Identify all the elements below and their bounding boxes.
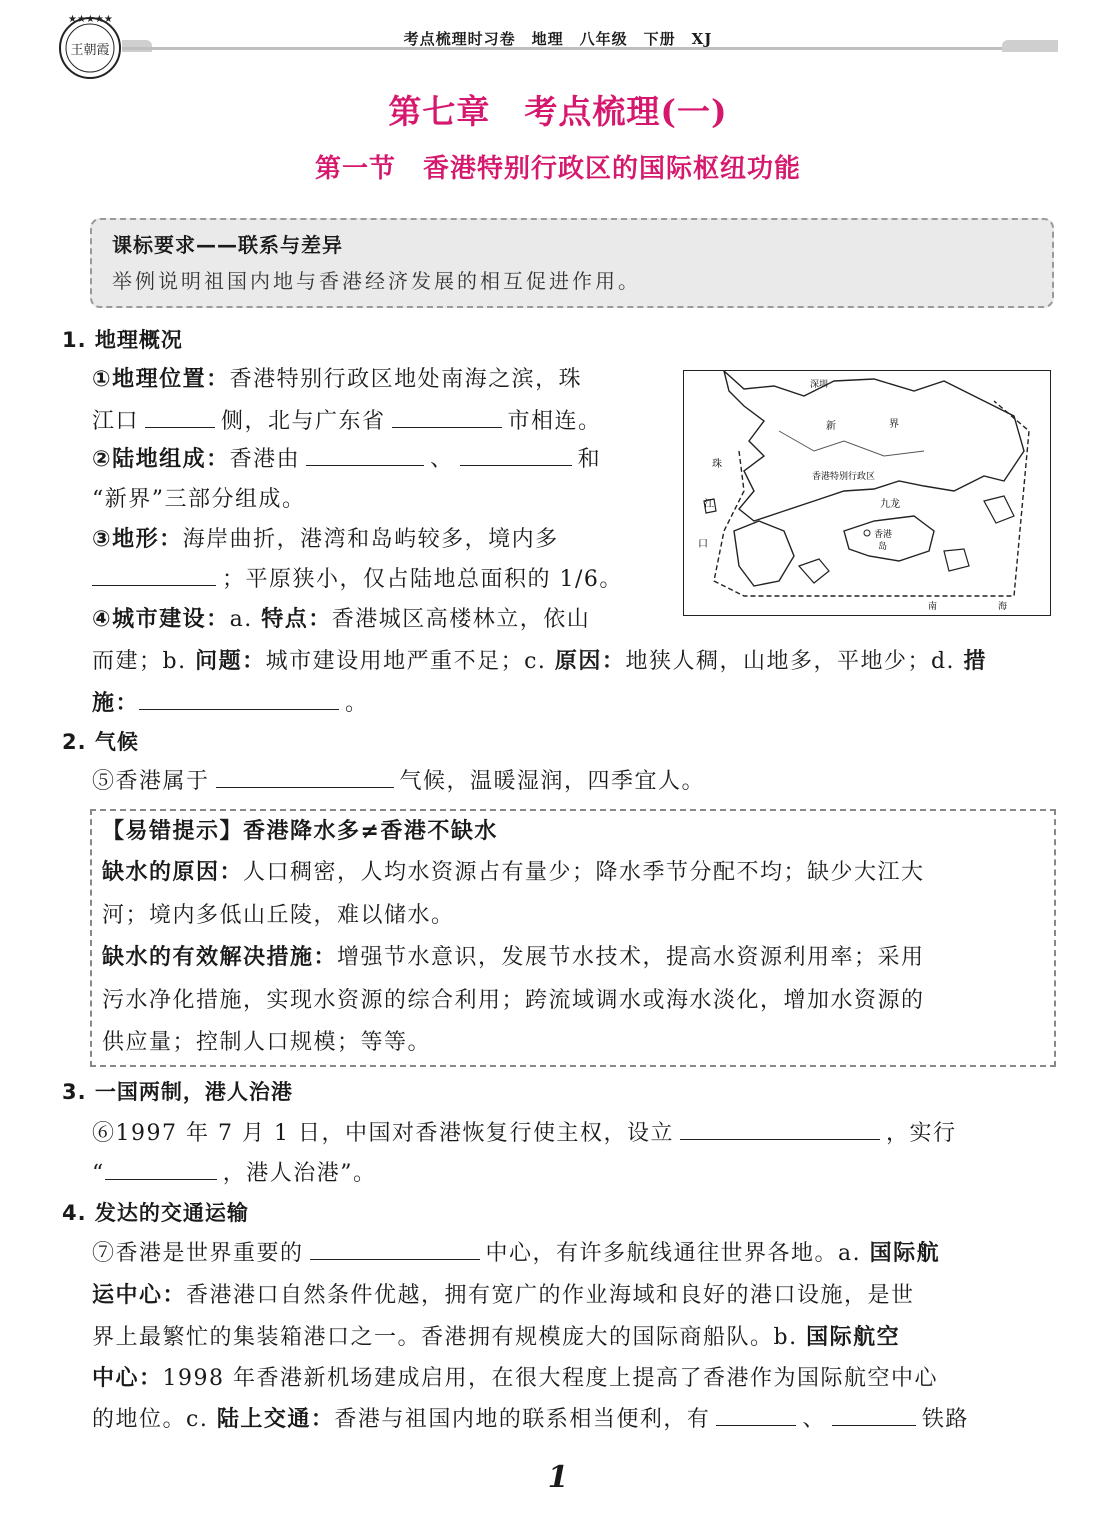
section-title: 第一节 香港特别行政区的国际枢纽功能 (314, 154, 801, 184)
blank-9[interactable] (105, 1159, 217, 1180)
tip-line-1: 缺水的原因：人口稠密，人均水资源占有量少；降水季节分配不均；缺少大江大 (102, 860, 925, 885)
item-3-line-2: ；平原狭小，仅占陆地总面积的 1/6。 (92, 564, 623, 596)
item-1-line-1: ①地理位置：香港特别行政区地处南海之滨，珠 (92, 367, 583, 392)
item-2-line-1: ②陆地组成：香港由 、 和 (92, 447, 602, 472)
blank-5[interactable] (92, 565, 216, 586)
blank-6[interactable] (139, 689, 339, 710)
item-4-line-1: ④城市建设：a. 特点：香港城区高楼林立，依山 (92, 607, 591, 632)
item-6-line-1: ⑥1997 年 7 月 1 日，中国对香港恢复行使主权，设立 ，实行 (92, 1121, 957, 1146)
map-label-river-1: 珠 (712, 459, 722, 470)
page-number: 1 (547, 1460, 569, 1495)
map-label-river-2: 江 (704, 499, 714, 510)
running-header: 考点梳理时习卷 地理 八年级 下册 XJ (403, 30, 713, 48)
section-4-heading: 4. 发达的交通运输 (62, 1201, 249, 1225)
tip-line-3: 缺水的有效解决措施：增强节水意识，发展节水技术，提高水资源利用率；采用 (102, 945, 925, 970)
tip-line-2: 河；境内多低山丘陵，难以储水。 (102, 903, 455, 928)
map-label-xin: 新 (826, 421, 836, 432)
item-7-line-5: 的地位。c. 陆上交通：香港与祖国内地的联系相当便利，有 、 铁路 (92, 1407, 969, 1432)
tip-heading: 【易错提示】香港降水多≠香港不缺水 (102, 819, 498, 844)
map-label-kowloon: 九龙 (880, 499, 900, 510)
item-1-line-2: 江口 侧，北与广东省 市相连。 (92, 409, 602, 434)
map-label-jie: 界 (889, 419, 899, 430)
map-label-hai: 海 (998, 602, 1008, 612)
item-3-line-1: ③地形：海岸曲折，港湾和岛屿较多，境内多 (92, 527, 559, 552)
map-label-nan: 南 (928, 602, 938, 612)
blank-2[interactable] (392, 407, 502, 428)
requirement-heading: 课标要求——联系与差异 (112, 233, 343, 257)
item-2-line-2: “新界”三部分组成。 (92, 487, 306, 512)
svg-text:★★★★★: ★★★★★ (68, 14, 113, 25)
item-7-line-1: ⑦香港是世界重要的 中心，有许多航线通往世界各地。a. 国际航 (92, 1241, 941, 1266)
blank-1[interactable] (145, 407, 215, 428)
blank-10[interactable] (310, 1239, 480, 1260)
blank-8[interactable] (680, 1119, 880, 1140)
blank-7[interactable] (216, 767, 394, 788)
blank-3[interactable] (306, 445, 424, 466)
hong-kong-map (683, 370, 1051, 616)
map-label-hk-2: 岛 (878, 542, 888, 552)
item-7-line-2: 运中心：香港港口自然条件优越，拥有宽广的作业海域和良好的港口设施，是世 (92, 1283, 915, 1308)
item-4-line-3: 施： 。 (92, 691, 369, 716)
section-1-heading: 1. 地理概况 (62, 328, 183, 352)
map-label-river-3: 口 (698, 539, 708, 550)
blank-4[interactable] (460, 445, 572, 466)
map-label-shenzhen: 深圳 (810, 380, 829, 390)
item-7-line-3: 界上最繁忙的集装箱港口之一。香港拥有规模庞大的国际商船队。b. 国际航空 (92, 1325, 901, 1350)
item-4-line-2: 而建；b. 问题：城市建设用地严重不足；c. 原因：地狭人稠，山地多，平地少；d. 措 (92, 649, 988, 674)
item-6-line-2: “ ，港人治港”。 (92, 1161, 377, 1186)
item-5-line: ⑤香港属于 气候，温暖湿润，四季宜人。 (92, 769, 706, 794)
blank-12[interactable] (832, 1405, 916, 1426)
requirement-text: 举例说明祖国内地与香港经济发展的相互促进作用。 (112, 269, 641, 293)
logo-text: 王朝霞 (70, 43, 110, 58)
item-7-line-4: 中心：1998 年香港新机场建成启用，在很大程度上提高了香港作为国际航空中心 (92, 1366, 938, 1391)
map-label-hk: 香港 (874, 530, 893, 540)
section-2-heading: 2. 气候 (62, 730, 139, 754)
tip-line-4: 污水净化措施，实现水资源的综合利用；跨流域调水或海水淡化，增加水资源的 (102, 988, 925, 1013)
chapter-title: 第七章 考点梳理(一) (388, 92, 728, 131)
section-3-heading: 3. 一国两制，港人治港 (62, 1080, 293, 1104)
blank-11[interactable] (716, 1405, 796, 1426)
map-label-sar: 香港特别行政区 (812, 472, 876, 482)
tip-line-5: 供应量；控制人口规模；等等。 (102, 1030, 432, 1055)
